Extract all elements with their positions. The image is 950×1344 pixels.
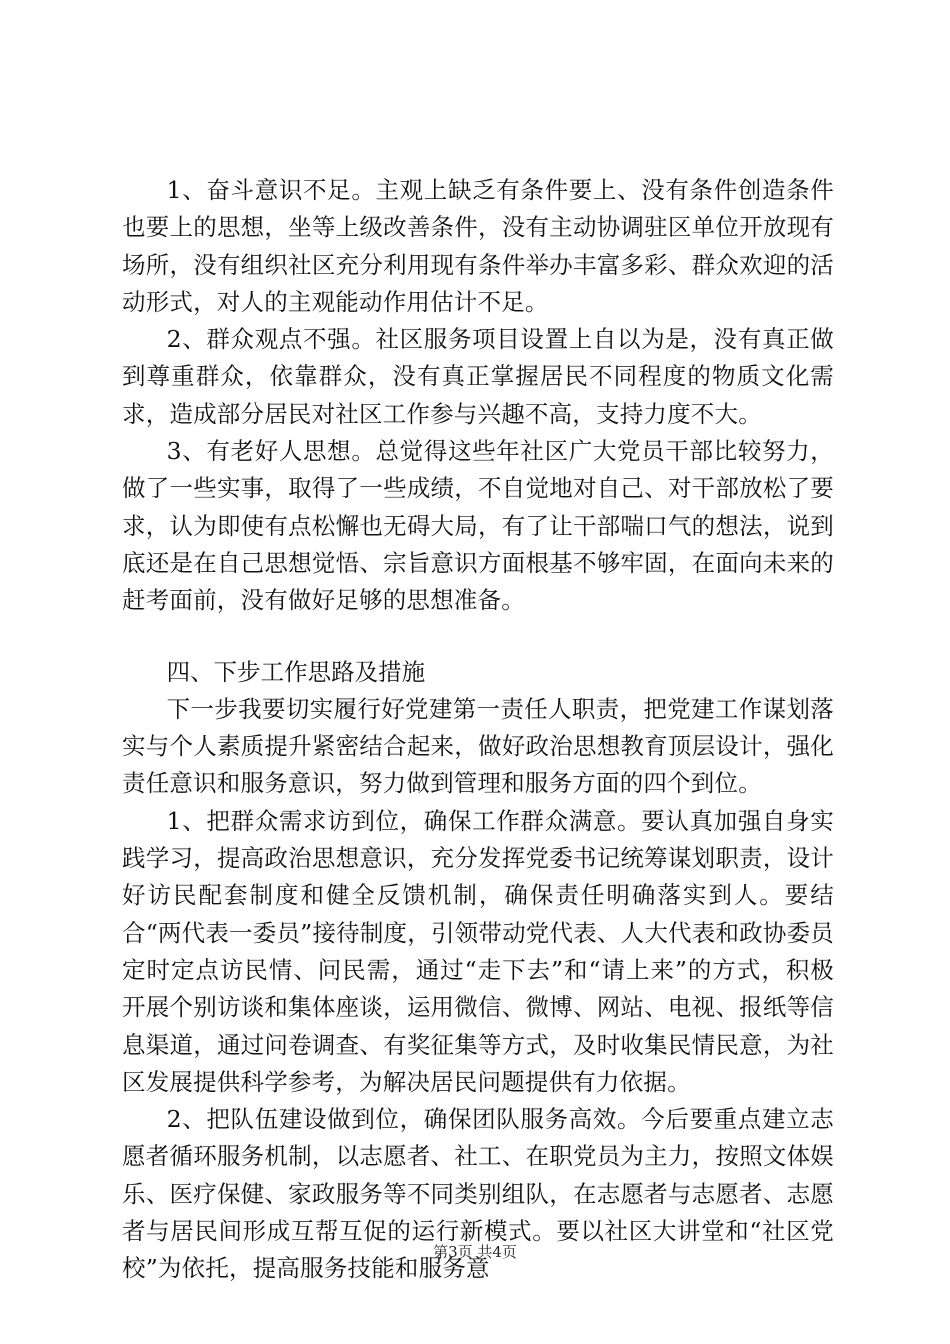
paragraph-struggle-awareness: 1、奋斗意识不足。主观上缺乏有条件要上、没有条件创造条件也要上的思想，坐等上级改善条件，没有主动协调驻区单位开放现有场所，没有组织社区充分利用现有条件举办丰富多彩、群众欢迎的活动形式，对人的主观能动作用估计不足。 (122, 176, 834, 316)
paragraph-mass-needs: 1、把群众需求访到位，确保工作群众满意。要认真加强自身实践学习，提高政治思想意识，充分发挥党委书记统筹谋划职责，设计好访民配套制度和健全反馈机制，确保责任明确落实到人。要结合“两代表一委员”接待制度，引领带动党代表、人大代表和政协委员定时定点访民情、问民需，通过“走下去”和“请上来”的方式，积极开展个别访谈和集体座谈，运用微信、微博、网站、电视、报纸等信息渠道，通过问卷调查、有奖征集等方式，及时收集民情民意，为社区发展提供科学参考，为解决居民问题提供有力依据。 (122, 806, 834, 1096)
paragraph-team-building: 2、把队伍建设做到位，确保团队服务高效。今后要重点建立志愿者循环服务机制，以志愿者、社工、在职党员为主力，按照文体娱乐、医疗保健、家政服务等不同类别组队，在志愿者与志愿者、志愿者与居民间形成互帮互促的运行新模式。要以社区大讲堂和“社区党校”为依托，提高服务技能和服务意 (122, 1105, 834, 1283)
section-heading: 四、下步工作思路及措施 (166, 657, 426, 686)
document-body (122, 172, 834, 1288)
paragraph-nice-guy-mindset: 3、有老好人思想。总觉得这些年社区广大党员干部比较努力，做了一些实事，取得了一些成绩，不自觉地对自己、对干部放松了要求，认为即使有点松懈也无碍大局，有了让干部喘口气的想法，说到底还是在自己思想觉悟、宗旨意识方面根基不够牢固，在面向未来的赶考面前，没有做好足够的思想准备。 (122, 437, 834, 615)
paragraph-mass-viewpoint: 2、群众观点不强。社区服务项目设置上自以为是，没有真正做到尊重群众，依靠群众，没有真正掌握居民不同程度的物质文化需求，造成部分居民对社区工作参与兴趣不高，支持力度不大。 (122, 325, 834, 428)
paragraph-next-steps-intro: 下一步我要切实履行好党建第一责任人职责，把党建工作谋划落实与个人素质提升紧密结合起来，做好政治思想教育顶层设计，强化责任意识和服务意识，努力做到管理和服务方面的四个到位。 (122, 694, 834, 798)
section-spacer (122, 620, 834, 654)
page-footer: 第3页 共4页 (433, 1243, 517, 1261)
